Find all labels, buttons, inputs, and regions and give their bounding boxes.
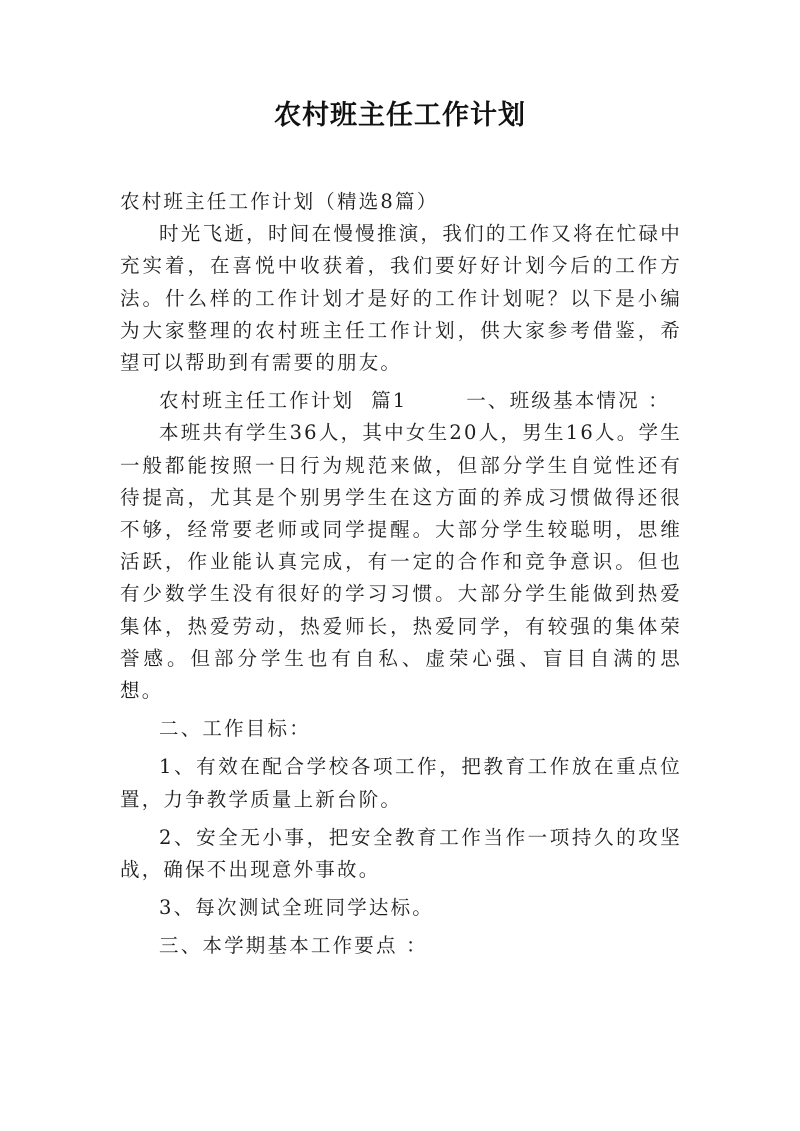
goal-item-3: 3、每次测试全班同学达标。 — [159, 896, 435, 920]
intro-paragraph: 时光飞逝，时间在慢慢推演，我们的工作又将在忙碌中充实着，在喜悦中收获着，我们要好好计划今后的工作方法。什么样的工作计划才是好的工作计划呢？以下是小编为大家整理的农村班主任工作计划，供大家参考借鉴，希望可以帮助到有需要的朋友。 — [120, 222, 682, 375]
document-body — [120, 186, 682, 963]
section-heading-work-points: 三、本学期基本工作要点 ： — [159, 934, 428, 958]
goal-item-1: 1、有效在配合学校各项工作，把教育工作放在重点位置，力争教学质量上新台阶。 — [120, 755, 682, 811]
goal-item-2: 2、安全无小事，把安全教育工作当作一项持久的攻坚战，确保不出现意外事故。 — [120, 825, 682, 882]
section-heading-goals: 二、工作目标： — [159, 717, 311, 741]
section-heading-class-info: 农村班主任工作计划 篇1 一、班级基本情况 ： — [159, 389, 670, 413]
class-info-paragraph: 本班共有学生36人，其中女生20人，男生16人。学生一般都能按照一日行为规范来做，但部分学生自觉性还有待提高，尤其是个别男学生在这方面的养成习惯做得还很不够，经常要老师或同学提醒。大部分学生较聪明，思维活跃，作业能认真完成，有一定的合作和竞争意识。但也有少数学生没有很好的学习习惯。大部分学生能做到热爱集体，热爱劳动，热爱师长，热爱同学，有较强的集体荣誉感。但部分学生也有自私、虚荣心强、盲目自满的思想。 — [120, 421, 682, 703]
document-subtitle: 农村班主任工作计划（精选8篇） — [120, 190, 439, 213]
document-title: 农村班主任工作计划 — [274, 100, 526, 131]
